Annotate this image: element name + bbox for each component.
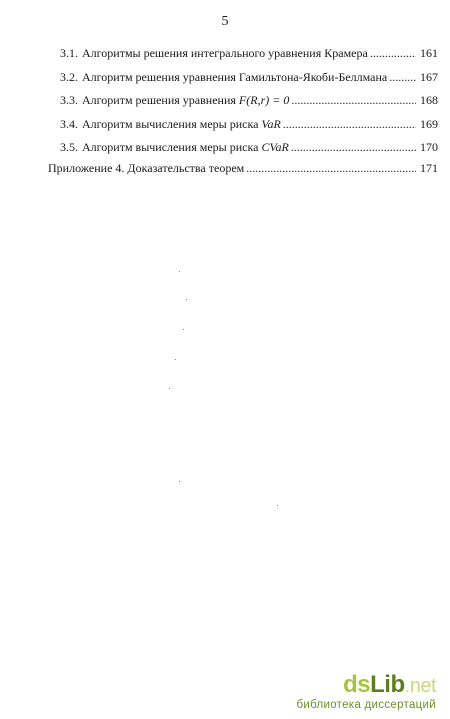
- toc-entry-3-4: [60, 117, 438, 136]
- toc-entry-formula: VaR: [261, 117, 281, 131]
- toc-entry-formula: F(R,r) = 0: [238, 93, 290, 107]
- scan-speck: [186, 299, 187, 300]
- toc-entry-page: 169: [420, 117, 438, 131]
- toc-entry-page: 161: [420, 46, 438, 60]
- toc-entry-formula: CVaR: [261, 140, 289, 154]
- toc-entry-appendix-4: [48, 161, 438, 180]
- toc-entry-3-1: [60, 46, 438, 65]
- toc-leader-dots: [283, 117, 416, 132]
- scan-speck: [277, 505, 278, 506]
- toc-entry-title: Приложение 4. Доказательства теорем: [48, 161, 245, 175]
- watermark-subtitle: библиотека диссертаций: [296, 699, 436, 711]
- scan-speck: [169, 388, 170, 389]
- toc-entry-title: Алгоритм вычисления меры риска: [82, 117, 259, 131]
- page-number: 5: [221, 14, 229, 29]
- toc-entry-title: Алгоритмы решения интегрального уравнения Крамера: [82, 46, 368, 60]
- toc-leader-dots: [389, 70, 416, 85]
- toc-entry-number: 3.4.: [60, 117, 78, 131]
- toc-entry-3-5: [60, 140, 438, 159]
- toc-entry-title: Алгоритм решения уравнения Гамильтона-Якоби-Беллмана: [82, 70, 388, 84]
- toc-leader-dots: [246, 161, 416, 176]
- scan-speck: [175, 359, 176, 360]
- toc-entry-3-3: [60, 93, 438, 112]
- toc-entry-number: 3.1.: [60, 46, 78, 60]
- scan-speck: [179, 481, 180, 482]
- toc-entry-number: 3.3.: [60, 93, 78, 107]
- dslib-logo: dsLib.net: [343, 671, 436, 698]
- toc-entry-page: 168: [420, 93, 438, 107]
- toc-leader-dots: [291, 93, 416, 108]
- toc-entry-number: 3.5.: [60, 140, 78, 154]
- toc-entry-page: 167: [420, 70, 438, 84]
- scan-speck: [183, 329, 184, 330]
- toc-leader-dots: [291, 140, 416, 155]
- toc-entry-number: 3.2.: [60, 70, 78, 84]
- toc-entry-page: 171: [420, 161, 438, 175]
- toc-entry-page: 170: [420, 140, 438, 154]
- dslib-watermark: [296, 672, 436, 711]
- toc-leader-dots: [370, 46, 416, 61]
- toc-entry-title: Алгоритм вычисления меры риска: [82, 140, 259, 154]
- scan-speck: [179, 271, 180, 272]
- toc-entry-title: Алгоритм решения уравнения: [82, 93, 236, 107]
- toc-entry-3-2: [60, 70, 438, 89]
